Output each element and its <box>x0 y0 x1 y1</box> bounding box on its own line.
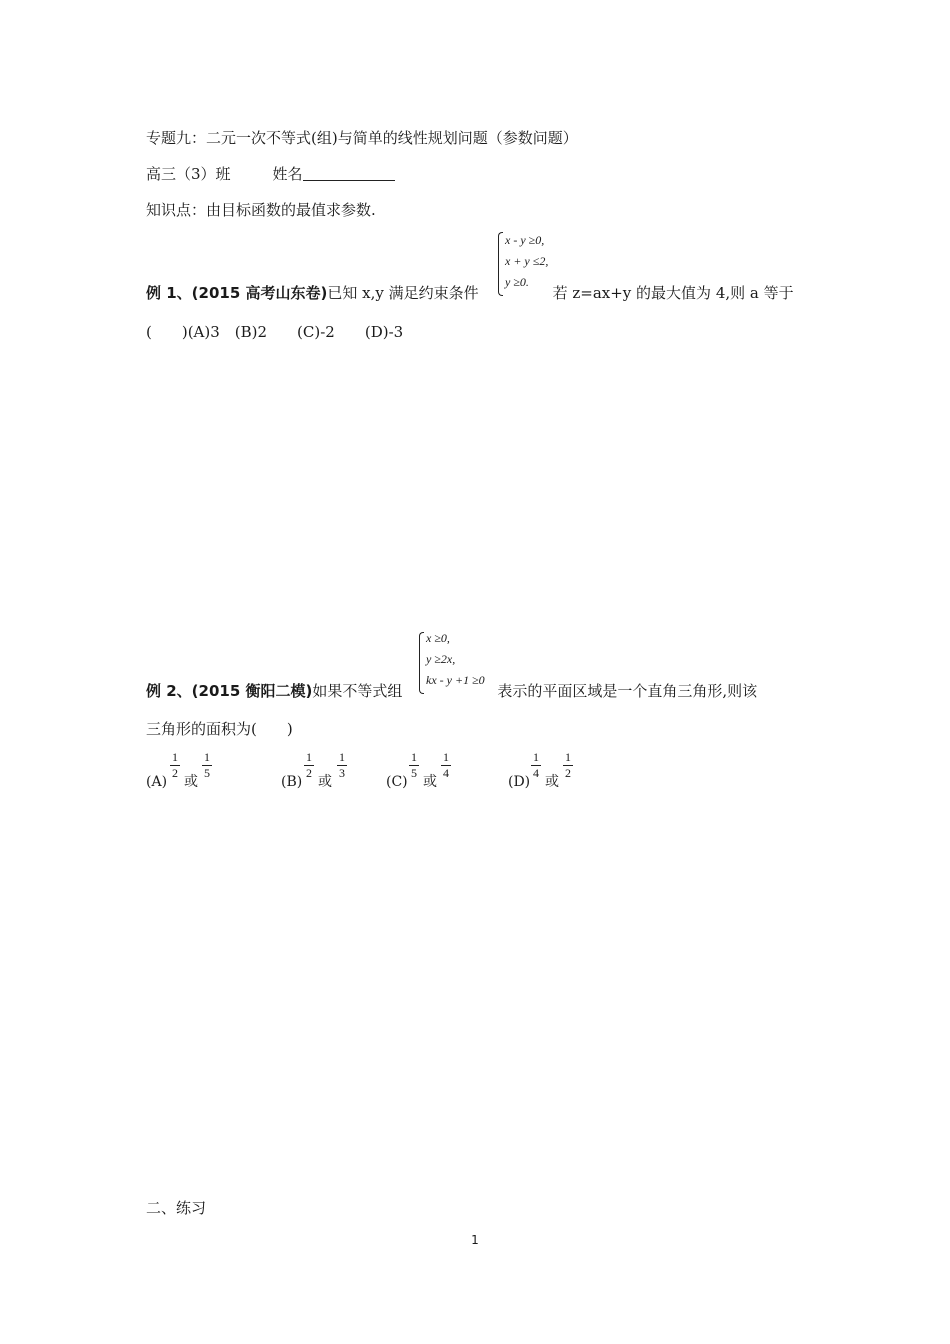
option-c-frac-1: 1 5 <box>411 750 417 780</box>
option-a-label: (A) <box>146 774 168 790</box>
option-d-label: (D) <box>508 774 531 790</box>
option-b-frac-1: 1 2 <box>306 750 312 780</box>
ex1-text-a: 已知 x,y 满足约束条件 <box>327 284 479 302</box>
class-line <box>146 164 395 184</box>
ex2-system-row-1: x ≥0, <box>426 631 450 645</box>
ex2-text-a: 如果不等式组 <box>312 682 403 700</box>
ex2-label: 例 2、(2015 衡阳二模) <box>146 682 313 700</box>
option-a-or: 或 <box>184 774 198 790</box>
option-c-label: (C) <box>386 774 408 790</box>
ex2-system-row-2: y ≥2x, <box>426 652 456 666</box>
ex1-text-b: 若 z=ax+y 的最大值为 4,则 a 等于 <box>552 284 794 302</box>
page-title: 专题九：二元一次不等式(组)与简单的线性规划问题（参数问题） <box>146 129 578 147</box>
option-a-frac-1: 1 2 <box>172 750 178 780</box>
option-b-label: (B) <box>281 774 303 790</box>
ex1-system-row-2: x + y ≤2, <box>505 254 549 268</box>
knowledge-point: 知识点：由目标函数的最值求参数. <box>146 201 376 219</box>
name-blank[interactable] <box>303 164 395 181</box>
ex2-question-cont: 三角形的面积为( ) <box>146 720 293 738</box>
ex1-label: 例 1、(2015 高考山东卷) <box>146 284 328 302</box>
option-c-or: 或 <box>423 774 437 790</box>
ex1-options: ( )(A)3 (B)2 (C)-2 (D)-3 <box>146 323 404 341</box>
option-d-frac-1: 1 4 <box>533 750 539 780</box>
ex2-question <box>146 681 757 701</box>
ex2-system-row-3: kx - y +1 ≥0 <box>426 673 485 687</box>
ex1-question <box>146 283 794 303</box>
option-c-frac-2: 1 4 <box>443 750 449 780</box>
ex2-text-b: 表示的平面区域是一个直角三角形,则该 <box>497 682 758 700</box>
option-a-frac-2: 1 5 <box>204 750 210 780</box>
name-label: 姓名 <box>272 165 303 183</box>
option-b-frac-2: 1 3 <box>339 750 345 780</box>
class-label: 高三（3）班 <box>146 165 231 183</box>
page-number: 1 <box>471 1233 479 1247</box>
section-heading: 二、练习 <box>146 1199 207 1217</box>
option-d-frac-2: 1 2 <box>565 750 571 780</box>
option-d-or: 或 <box>545 774 559 790</box>
option-b-or: 或 <box>318 774 332 790</box>
ex1-system-row-1: x - y ≥0, <box>505 233 545 247</box>
ex1-system-row-3: y ≥0. <box>505 275 529 289</box>
